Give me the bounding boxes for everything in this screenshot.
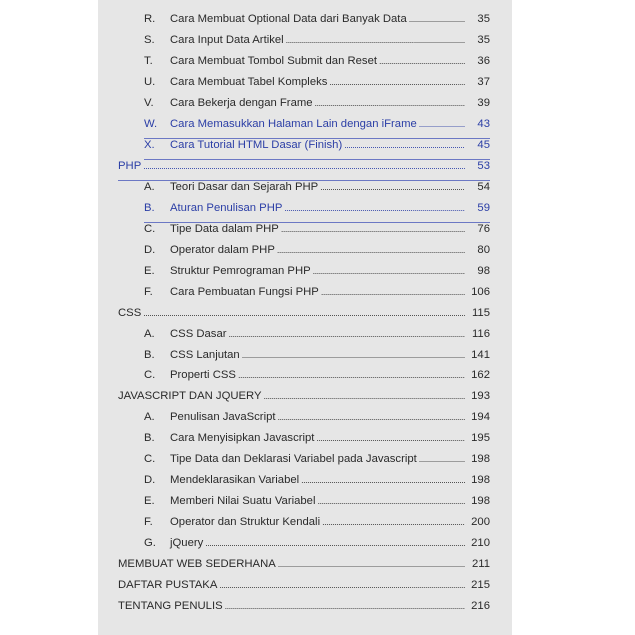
toc-entry-letter: G. <box>144 537 156 550</box>
toc-chapter-entry <box>118 558 490 578</box>
toc-entry-letter: D. <box>144 243 156 256</box>
toc-page-number: 198 <box>471 453 490 466</box>
toc-page-number: 198 <box>471 474 490 487</box>
toc-page-number: 211 <box>471 558 490 571</box>
toc-entry-title: MEMBUAT WEB SEDERHANA <box>118 558 276 571</box>
toc-entry-title: Cara Tutorial HTML Dasar (Finish) <box>170 138 343 151</box>
toc-section-entry <box>144 139 490 160</box>
toc-chapter-entry <box>118 600 490 620</box>
toc-entry-letter: C. <box>144 369 156 382</box>
toc-page-number: 210 <box>471 537 490 550</box>
toc-section-entry <box>144 453 490 473</box>
toc-leader-dots <box>320 182 465 192</box>
toc-leader-dots <box>242 350 465 360</box>
toc-page-number: 35 <box>477 13 490 25</box>
toc-leader-dots <box>329 77 465 87</box>
toc-entry-letter: A. <box>144 411 155 424</box>
toc-section-entry <box>144 369 490 389</box>
toc-entry-letter: A. <box>144 327 155 340</box>
toc-entry-title: DAFTAR PUSTAKA <box>118 579 218 592</box>
toc-entry-letter: B. <box>144 201 155 214</box>
toc-page-number: 54 <box>477 180 490 193</box>
toc-entry-letter: F. <box>144 285 153 298</box>
toc-page-number: 76 <box>477 222 490 235</box>
toc-page-number: 193 <box>471 390 490 403</box>
toc-section-entry <box>144 202 490 223</box>
toc-entry-title: Operator dalam PHP <box>170 243 275 256</box>
toc-entry-letter: T. <box>144 54 153 67</box>
toc-page-number: 198 <box>471 495 490 508</box>
toc-chapter-entry <box>118 390 490 410</box>
toc-entry-title: CSS Lanjutan <box>170 348 240 361</box>
toc-section-entry <box>144 286 490 306</box>
toc-leader-dots <box>284 203 465 213</box>
toc-page-number: 195 <box>471 432 490 445</box>
toc-entry-letter: S. <box>144 33 155 46</box>
toc-entry-letter: C. <box>144 222 156 235</box>
toc-page-number: 36 <box>477 54 490 67</box>
toc-page-number: 43 <box>477 117 490 130</box>
toc-leader-dots <box>238 370 465 380</box>
toc-entry-title: CSS <box>118 306 142 319</box>
toc-entry-letter: B. <box>144 432 155 445</box>
toc-leader-dots <box>143 161 465 171</box>
toc-page-number: 53 <box>477 159 490 172</box>
toc-page-number: 215 <box>471 579 490 592</box>
toc-page-number: 59 <box>477 201 490 214</box>
toc-entry-letter: R. <box>144 13 156 25</box>
toc-page-number: 35 <box>477 33 490 46</box>
toc-entry-letter: V. <box>144 96 154 109</box>
toc-section-entry <box>144 97 490 117</box>
toc-entry-letter: X. <box>144 138 155 151</box>
toc-page-number: 216 <box>471 600 490 613</box>
toc-entry-title: Tipe Data dalam PHP <box>170 222 279 235</box>
toc-page-number: 200 <box>471 516 490 529</box>
toc-entry-letter: W. <box>144 117 158 130</box>
toc-page-number: 141 <box>471 348 490 361</box>
toc-entry-title: Struktur Pemrograman PHP <box>170 264 311 277</box>
toc-page-number: 80 <box>477 243 490 256</box>
toc-entry-title: Cara Bekerja dengan Frame <box>170 96 313 109</box>
toc-section-entry <box>144 349 490 369</box>
toc-entry-title: Cara Menyisipkan Javascript <box>170 432 315 445</box>
toc-entry-title: TENTANG PENULIS <box>118 600 223 613</box>
toc-entry-title: PHP <box>118 159 142 172</box>
toc-entry-title: Memberi Nilai Suatu Variabel <box>170 495 316 508</box>
toc-section-entry <box>144 34 490 54</box>
toc-entry-letter: E. <box>144 495 155 508</box>
toc-leader-dots <box>301 475 465 485</box>
toc-section-entry <box>144 181 490 201</box>
toc-leader-dots <box>409 14 465 24</box>
toc-page-number: 98 <box>477 264 490 277</box>
toc-leader-dots <box>315 98 465 108</box>
toc-entry-letter: E. <box>144 264 155 277</box>
toc-entry-letter: C. <box>144 453 156 466</box>
toc-entry-title: Cara Pembuatan Fungsi PHP <box>170 285 319 298</box>
toc-entry-title: Penulisan JavaScript <box>170 411 276 424</box>
toc-entry-letter: D. <box>144 474 156 487</box>
toc-section-entry <box>144 244 490 264</box>
toc-leader-dots <box>225 601 465 611</box>
toc-entry-title: Cara Input Data Artikel <box>170 33 284 46</box>
toc-entry-letter: U. <box>144 75 156 88</box>
toc-leader-dots <box>277 245 465 255</box>
toc-section-entry <box>144 328 490 348</box>
toc-page-number: 194 <box>471 411 490 424</box>
toc-section-entry <box>144 76 490 96</box>
toc-leader-dots <box>316 433 465 443</box>
toc-section-entry <box>144 118 490 139</box>
toc-chapter-entry <box>118 160 490 181</box>
toc-leader-dots <box>143 308 465 318</box>
toc-section-entry <box>144 411 490 431</box>
toc-entry-title: JAVASCRIPT DAN JQUERY <box>118 390 262 403</box>
toc-entry-title: CSS Dasar <box>170 327 227 340</box>
toc-page-number: 162 <box>471 369 490 382</box>
toc-entry-title: Properti CSS <box>170 369 236 382</box>
toc-entry-title: Tipe Data dan Deklarasi Variabel pada Javascript <box>170 453 417 466</box>
toc-leader-dots <box>322 517 465 527</box>
toc-entry-title: Cara Membuat Tabel Kompleks <box>170 75 328 88</box>
toc-leader-dots <box>379 56 465 66</box>
toc-page-number: 116 <box>471 327 490 340</box>
toc-leader-dots <box>313 266 465 276</box>
toc-entry-title: Operator dan Struktur Kendali <box>170 516 321 529</box>
toc-entry-letter: F. <box>144 516 153 529</box>
toc-leader-dots <box>419 454 465 464</box>
toc-section-entry <box>144 495 490 515</box>
toc-leader-dots <box>229 329 465 339</box>
toc-chapter-entry <box>118 579 490 599</box>
toc-entry-title: jQuery <box>170 537 204 550</box>
toc-entry-title: Teori Dasar dan Sejarah PHP <box>170 180 319 193</box>
toc-leader-dots <box>321 287 465 297</box>
toc-leader-dots <box>278 559 465 569</box>
toc-entry-title: Cara Membuat Optional Data dari Banyak Data <box>170 13 407 25</box>
toc-leader-dots <box>344 140 465 150</box>
toc-section-entry <box>144 516 490 536</box>
toc-leader-dots <box>419 119 465 129</box>
toc-leader-dots <box>317 496 465 506</box>
toc-section-entry <box>144 223 490 243</box>
toc-section-entry <box>144 265 490 285</box>
toc-section-entry <box>144 474 490 494</box>
toc-leader-dots <box>281 224 465 234</box>
toc-leader-dots <box>205 538 465 548</box>
toc-entry-letter: A. <box>144 180 155 193</box>
toc-page-number: 37 <box>477 75 490 88</box>
toc-leader-dots <box>219 580 465 590</box>
toc-leader-dots <box>264 391 465 401</box>
toc-section-entry <box>144 432 490 452</box>
toc-section-entry <box>144 13 490 33</box>
toc-entry-title: Mendeklarasikan Variabel <box>170 474 300 487</box>
toc-section-entry <box>144 537 490 557</box>
toc-entry-title: Cara Memasukkan Halaman Lain dengan iFrame <box>170 117 417 130</box>
toc-page-number: 115 <box>471 306 490 319</box>
document-page <box>98 0 512 635</box>
toc-section-entry <box>144 55 490 75</box>
toc-entry-letter: B. <box>144 348 155 361</box>
toc-chapter-entry <box>118 307 490 327</box>
toc-leader-dots <box>278 412 466 422</box>
toc-entry-title: Cara Membuat Tombol Submit dan Reset <box>170 54 378 67</box>
toc-leader-dots <box>286 35 465 45</box>
toc-page-number: 106 <box>471 285 490 298</box>
toc-page-number: 45 <box>477 138 490 151</box>
toc-page-number: 39 <box>477 96 490 109</box>
toc-entry-title: Aturan Penulisan PHP <box>170 201 283 214</box>
